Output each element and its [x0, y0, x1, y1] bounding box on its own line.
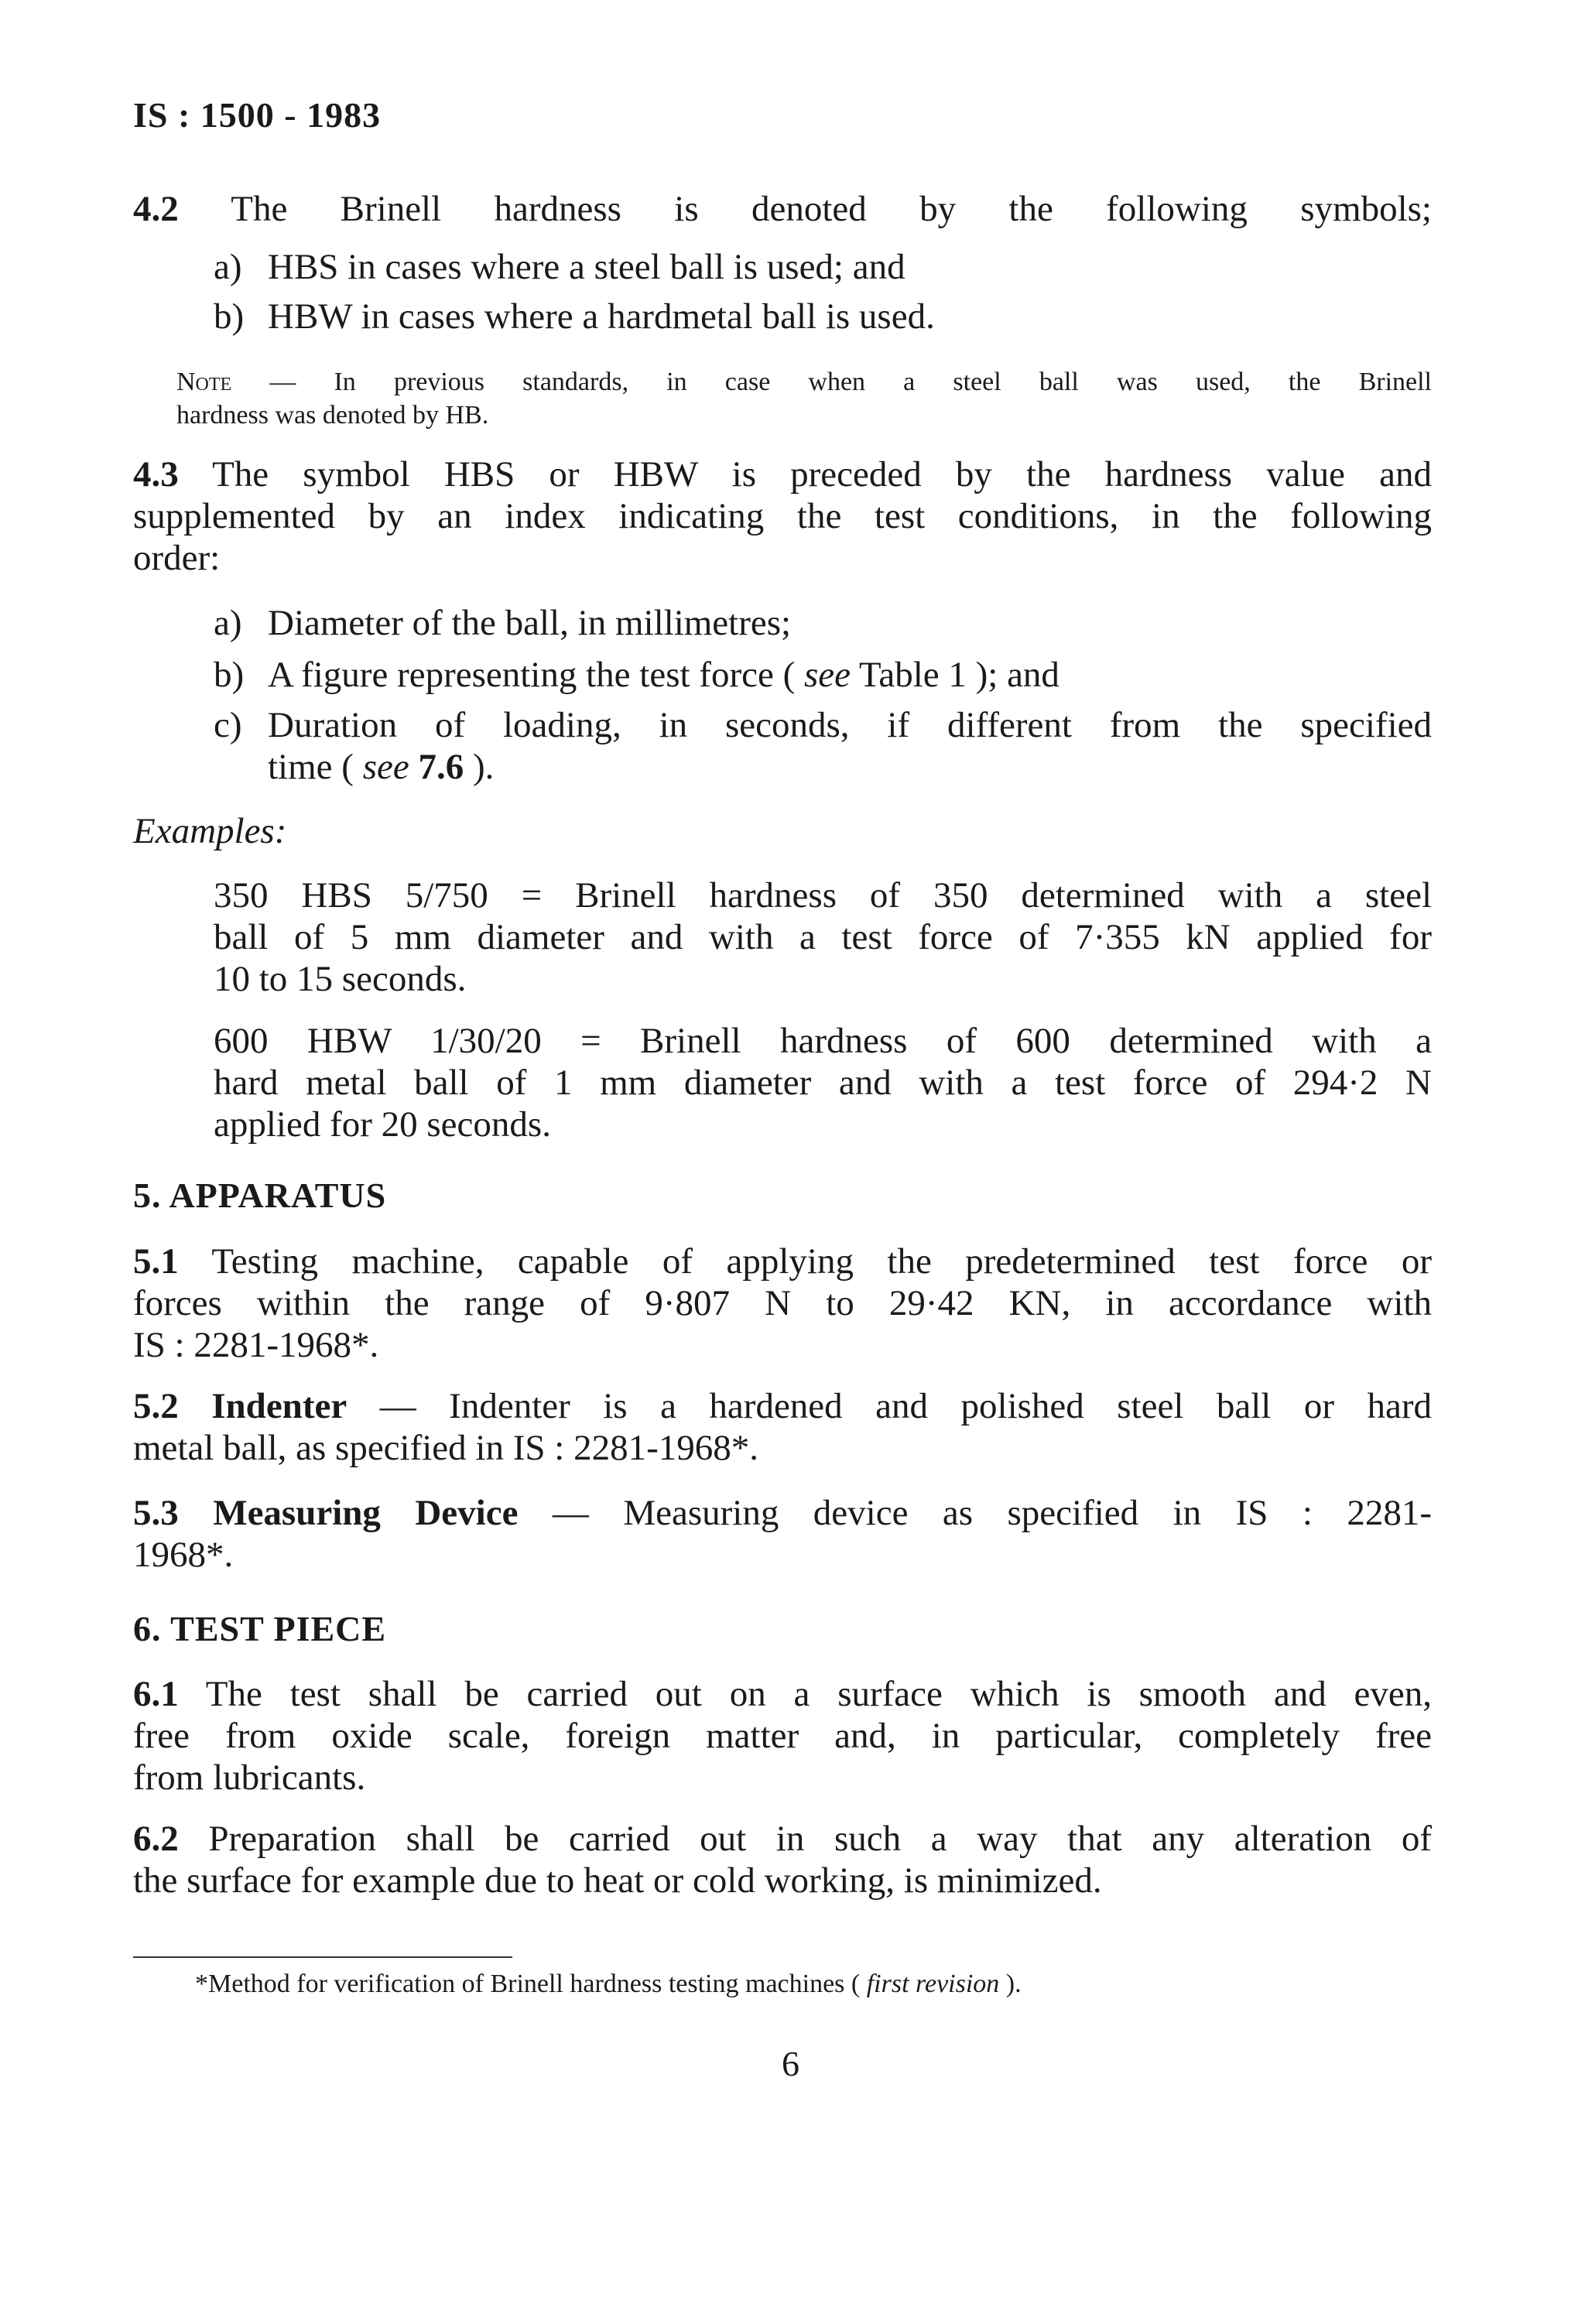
list-label: a): [214, 247, 242, 287]
clause-4-3: [133, 454, 1432, 495]
footnote-text: *Method for verification of Brinell hardness testing machines (: [195, 1970, 867, 1998]
clause-title: Indenter: [211, 1386, 347, 1426]
clause-text-line: the surface for example due to heat or cold working, is minimized.: [133, 1860, 1102, 1901]
examples-label: Examples:: [133, 811, 287, 851]
clause-text-line: order:: [133, 538, 221, 578]
clause-text-line: free from oxide scale, foreign matter and, in particular, completely free: [133, 1716, 1432, 1756]
example-line: 350 HBS 5/750 = Brinell hardness of 350 determined with a steel: [214, 875, 1432, 916]
list-label: b): [214, 655, 245, 695]
list-item: [214, 296, 935, 337]
clause-5-1: [133, 1241, 1432, 1282]
clause-text-line: metal ball, as specified in IS : 2281-1968*.: [133, 1428, 758, 1468]
example-line: applied for 20 seconds.: [214, 1104, 551, 1145]
section-heading-apparatus: 5. APPARATUS: [133, 1176, 387, 1215]
list-text: ).: [464, 747, 495, 787]
list-item: [214, 602, 791, 644]
footnote-rule: [133, 1956, 512, 1958]
note-label: Note: [176, 368, 232, 396]
clause-number: 6.2: [133, 1819, 179, 1859]
list-item-continuation: [268, 746, 494, 788]
clause-ref: 7.6: [418, 747, 464, 787]
page-number: 6: [782, 2044, 799, 2083]
list-text: HBS in cases where a steel ball is used; and: [268, 247, 905, 287]
clause-4-2: [133, 188, 1432, 230]
list-label: b): [214, 296, 245, 337]
example-line: 10 to 15 seconds.: [214, 959, 467, 999]
footnote: [195, 1970, 1022, 1999]
see-ref: see: [803, 655, 851, 695]
clause-number: 5.2: [133, 1386, 179, 1426]
clause-number: 4.3: [133, 454, 179, 495]
clause-6-2: [133, 1818, 1432, 1860]
footnote-text: ).: [999, 1970, 1022, 1998]
list-label: c): [214, 705, 242, 745]
clause-text: — Indenter is a hardened and polished steel ball or hard: [347, 1386, 1432, 1426]
list-item: [214, 654, 1060, 696]
list-item: [214, 246, 905, 288]
clause-text-line: supplemented by an index indicating the test conditions, in the following: [133, 496, 1432, 536]
example-line: 600 HBW 1/30/20 = Brinell hardness of 600 determined with a: [214, 1021, 1432, 1061]
clause-text-line: 1968*.: [133, 1535, 234, 1575]
section-heading-test-piece: 6. TEST PIECE: [133, 1609, 387, 1648]
list-text: HBW in cases where a hardmetal ball is used.: [268, 296, 935, 337]
note-line: hardness was denoted by HB.: [176, 401, 489, 430]
list-text: time (: [268, 747, 363, 787]
list-text: Diameter of the ball, in millimetres;: [268, 603, 792, 643]
clause-number: 4.2: [133, 189, 179, 229]
list-label: a): [214, 603, 242, 643]
clause-text: Testing machine, capable of applying the predetermined test force or: [211, 1241, 1432, 1282]
example-line: ball of 5 mm diameter and with a test force of 7·355 kN applied for: [214, 917, 1432, 957]
footnote-revision: first revision: [866, 1970, 1000, 1998]
standard-header: IS : 1500 - 1983: [133, 95, 382, 135]
clause-text: — Measuring device as specified in IS : 2281-: [518, 1493, 1432, 1533]
list-text: Duration of loading, in seconds, if different from the specified: [268, 705, 1432, 745]
note-line: [176, 366, 1432, 399]
clause-6-1: [133, 1673, 1432, 1715]
note-text: — In previous standards, in case when a steel ball was used, the Brinell: [269, 368, 1433, 396]
list-item: [214, 704, 1432, 746]
clause-number: 5.1: [133, 1241, 179, 1282]
see-ref: see: [362, 747, 409, 787]
clause-text-line: from lubricants.: [133, 1758, 366, 1798]
clause-number: 6.1: [133, 1674, 179, 1714]
clause-text: Preparation shall be carried out in such a way that any alteration of: [208, 1819, 1433, 1859]
clause-text-line: forces within the range of 9·807 N to 29·42 KN, in accordance with: [133, 1283, 1432, 1323]
list-text: A figure representing the test force (: [268, 655, 804, 695]
clause-text: The symbol HBS or HBW is preceded by the hardness value and: [212, 454, 1432, 495]
clause-text-line: IS : 2281-1968*.: [133, 1325, 379, 1365]
clause-number: 5.3: [133, 1493, 179, 1533]
list-text: Table 1 ); and: [851, 655, 1060, 695]
example-line: hard metal ball of 1 mm diameter and with a test force of 294·2 N: [214, 1063, 1432, 1103]
clause-title: Measuring Device: [213, 1493, 519, 1533]
clause-5-2: [133, 1385, 1432, 1427]
clause-5-3: [133, 1492, 1432, 1534]
clause-text: The test shall be carried out on a surface which is smooth and even,: [205, 1674, 1432, 1714]
clause-text: The Brinell hardness is denoted by the following symbols;: [231, 189, 1432, 229]
